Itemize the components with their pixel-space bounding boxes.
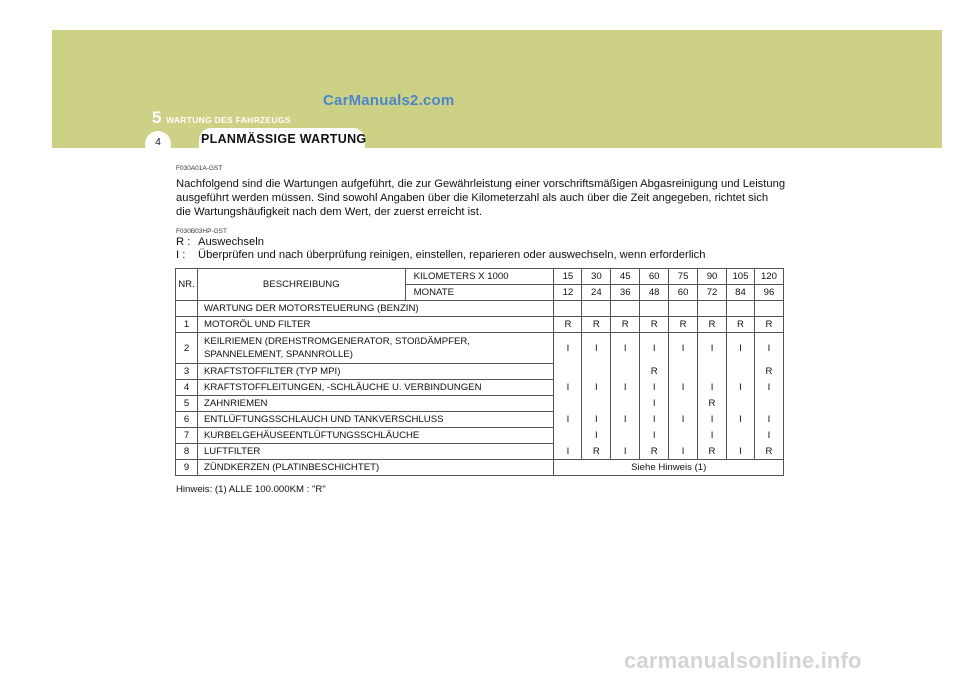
value-cell: I (582, 412, 611, 428)
row-description-line: KEILRIEMEN (DREHSTROMGENERATOR, STOßDÄMPFER, (203, 336, 470, 347)
value-cell: R (640, 317, 669, 333)
table-row (176, 364, 784, 380)
value-cell: I (554, 380, 582, 396)
km-cell: 105 (726, 269, 754, 285)
table-row (176, 460, 784, 476)
row-description (197, 412, 553, 428)
intro-code: F030A01A-GST (176, 165, 223, 172)
row-description (197, 460, 553, 476)
km-cell: 120 (754, 269, 783, 285)
value-cell: I (554, 444, 582, 460)
table-row (176, 444, 784, 460)
page-number: 4 (155, 137, 161, 148)
nr-cell (176, 301, 198, 317)
value-cell: I (669, 444, 698, 460)
value-cell: R (582, 444, 611, 460)
value-cell (698, 364, 727, 380)
value-cell: I (640, 412, 669, 428)
row-description (197, 428, 553, 444)
legend-r (176, 236, 264, 249)
value-cell: R (554, 317, 582, 333)
value-cell: I (754, 333, 783, 364)
month-cell: 96 (754, 285, 783, 301)
value-cell: I (582, 428, 611, 444)
value-cell: R (698, 396, 727, 412)
value-cell (726, 428, 754, 444)
km-cell: 30 (582, 269, 611, 285)
value-cell (669, 396, 698, 412)
value-cell: I (554, 333, 582, 364)
row-description (197, 317, 553, 333)
table-row (176, 317, 784, 333)
value-cell (582, 301, 611, 317)
maintenance-table (175, 268, 784, 476)
value-cell: I (640, 428, 669, 444)
value-cell: R (698, 444, 727, 460)
value-cell (611, 428, 640, 444)
month-cell: 60 (669, 285, 698, 301)
month-cell: 12 (554, 285, 582, 301)
value-cell (554, 396, 582, 412)
table-row (176, 380, 784, 396)
row-description-line: SPANNELEMENT, SPANNROLLE) (203, 349, 353, 360)
row-number: 8 (176, 444, 198, 460)
month-label: MONATE (405, 285, 554, 301)
row-description (197, 333, 553, 364)
value-cell (669, 364, 698, 380)
month-cell: 36 (611, 285, 640, 301)
nr-header: NR. (176, 269, 198, 301)
table-row (176, 396, 784, 412)
value-cell (726, 364, 754, 380)
value-cell: I (726, 333, 754, 364)
section-title: PLANMÄSSIGE WARTUNG (201, 132, 367, 146)
table-row (176, 428, 784, 444)
km-cell: 75 (669, 269, 698, 285)
intro-paragraph: Nachfolgend sind die Wartungen aufgeführt, die zur Gewährleistung einer vorschriftsmäßigen Abgasreinigung und Leistung ausgeführt werden müssen. Sind sowohl Angaben über die Kilometerzahl als auch über die Zeit angegeben, richtet sich die Wartungshäufigkeit nach dem Wert, der zuerst erreicht ist. (176, 178, 786, 218)
row-description (197, 364, 553, 380)
value-cell: I (726, 444, 754, 460)
value-cell (611, 301, 640, 317)
km-label: KILOMETERS X 1000 (405, 269, 554, 285)
desc-header: BESCHREIBUNG (197, 269, 405, 301)
legend-key: R : (176, 236, 191, 248)
value-cell: I (698, 380, 727, 396)
value-cell (754, 396, 783, 412)
legend-code: F030B03HP-GST (176, 228, 227, 235)
month-cell: 48 (640, 285, 669, 301)
watermark-top[interactable]: CarManuals2.com (323, 92, 455, 109)
value-cell: R (640, 364, 669, 380)
km-cell: 90 (698, 269, 727, 285)
value-cell (726, 396, 754, 412)
value-cell (698, 301, 727, 317)
row-number: 2 (176, 333, 198, 364)
legend-text: Überprüfen und nach überprüfung reinigen, einstellen, reparieren oder auswechseln, wenn erforderlich (198, 249, 706, 261)
value-cell: I (754, 380, 783, 396)
value-cell: R (640, 444, 669, 460)
value-cell (554, 428, 582, 444)
value-cell: I (582, 333, 611, 364)
value-cell (554, 301, 582, 317)
row-number: 4 (176, 380, 198, 396)
row-description-line: ENTLÜFTUNGSSCHLAUCH UND TANKVERSCHLUSS (203, 414, 444, 425)
row-number: 1 (176, 317, 198, 333)
table-body (176, 301, 784, 476)
value-cell: R (611, 317, 640, 333)
watermark-bottom[interactable]: carmanualsonline.info (624, 648, 862, 673)
footnote: Hinweis: (1) ALLE 100.000KM : "R" (176, 484, 326, 495)
row-description-line: KURBELGEHÄUSEENTLÜFTUNGSSCHLÄUCHE (203, 430, 420, 441)
value-cell: I (726, 412, 754, 428)
value-cell: I (726, 380, 754, 396)
value-cell (554, 364, 582, 380)
value-cell: I (611, 444, 640, 460)
row-number: 3 (176, 364, 198, 380)
value-cell: I (611, 333, 640, 364)
value-cell: I (669, 412, 698, 428)
legend-text: Auswechseln (198, 236, 264, 248)
value-cell: I (698, 333, 727, 364)
value-cell: I (611, 380, 640, 396)
row-description-line: ZAHNRIEMEN (203, 398, 268, 409)
group-row (176, 301, 784, 317)
chapter-title: WARTUNG DES FAHRZEUGS (166, 115, 291, 125)
month-cell: 72 (698, 285, 727, 301)
value-cell: I (611, 412, 640, 428)
value-cell (669, 428, 698, 444)
chapter-number: 5 (152, 108, 162, 127)
group-title: WARTUNG DER MOTORSTEUERUNG (BENZIN) (197, 301, 553, 317)
month-cell: 24 (582, 285, 611, 301)
header-band (52, 30, 942, 148)
row-description-line: LUFTFILTER (203, 446, 261, 457)
row-description-line: KRAFTSTOFFILTER (TYP MPI) (203, 366, 341, 377)
value-cell: I (582, 380, 611, 396)
value-cell (726, 301, 754, 317)
row-number: 7 (176, 428, 198, 444)
table-row (176, 412, 784, 428)
see-note-cell: Siehe Hinweis (1) (554, 460, 784, 476)
legend-i (176, 249, 705, 262)
value-cell: R (698, 317, 727, 333)
value-cell: I (640, 396, 669, 412)
row-number: 9 (176, 460, 198, 476)
row-description (197, 380, 553, 396)
km-cell: 15 (554, 269, 582, 285)
value-cell: I (640, 380, 669, 396)
month-cell: 84 (726, 285, 754, 301)
value-cell: R (726, 317, 754, 333)
legend-key: I : (176, 249, 186, 261)
km-cell: 45 (611, 269, 640, 285)
value-cell: I (669, 380, 698, 396)
value-cell: R (754, 364, 783, 380)
row-description (197, 444, 553, 460)
value-cell (754, 301, 783, 317)
row-number: 5 (176, 396, 198, 412)
table-row (176, 333, 784, 364)
value-cell: I (640, 333, 669, 364)
row-description (197, 396, 553, 412)
value-cell (582, 364, 611, 380)
value-cell: R (754, 317, 783, 333)
value-cell: I (754, 428, 783, 444)
value-cell: I (754, 412, 783, 428)
row-description-line: MOTORÖL UND FILTER (203, 319, 311, 330)
value-cell (611, 396, 640, 412)
row-number: 6 (176, 412, 198, 428)
value-cell: R (582, 317, 611, 333)
value-cell: I (698, 428, 727, 444)
value-cell: I (669, 333, 698, 364)
value-cell (640, 301, 669, 317)
row-description-line: KRAFTSTOFFLEITUNGEN, -SCHLÄUCHE U. VERBINDUNGEN (203, 382, 482, 393)
value-cell: I (698, 412, 727, 428)
row-description-line: ZÜNDKERZEN (PLATINBESCHICHTET) (203, 462, 380, 473)
value-cell (582, 396, 611, 412)
value-cell (611, 364, 640, 380)
value-cell (669, 301, 698, 317)
value-cell: I (554, 412, 582, 428)
value-cell: R (669, 317, 698, 333)
value-cell: R (754, 444, 783, 460)
km-cell: 60 (640, 269, 669, 285)
